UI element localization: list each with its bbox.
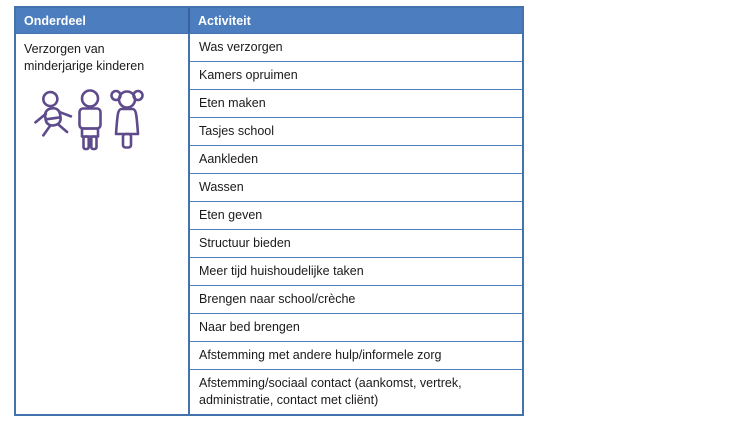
activity-label: Tasjes school <box>199 124 275 138</box>
activity-row <box>190 314 522 342</box>
activity-row <box>190 90 522 118</box>
activity-row <box>190 286 522 314</box>
boy-icon-glyph <box>80 91 101 150</box>
activity-label: Structuur bieden <box>199 236 291 250</box>
activity-label: Kamers opruimen <box>199 68 298 82</box>
activity-label: Eten maken <box>199 96 266 110</box>
table-header-row <box>16 8 522 33</box>
onderdeel-cell <box>16 34 190 414</box>
activity-label: Wassen <box>199 180 244 194</box>
table-body <box>16 33 522 414</box>
column-header-activiteit: Activiteit <box>198 13 251 28</box>
baby-icon-glyph <box>32 90 73 137</box>
girl-icon-glyph <box>112 91 143 148</box>
column-header-onderdeel: Onderdeel <box>16 8 190 33</box>
activity-label: Afstemming/sociaal contact (aankomst, vertrek, administratie, contact met cliënt) <box>199 376 462 407</box>
activities-list <box>190 34 522 414</box>
activity-row <box>190 342 522 370</box>
activity-label: Meer tijd huishoudelijke taken <box>199 264 364 278</box>
activity-label: Naar bed brengen <box>199 320 300 334</box>
activity-label: Was verzorgen <box>199 40 283 54</box>
activity-row <box>190 174 522 202</box>
activity-row <box>190 118 522 146</box>
activity-label: Aankleden <box>199 152 259 166</box>
activity-row <box>190 62 522 90</box>
activity-row <box>190 202 522 230</box>
activity-label: Brengen naar school/crèche <box>199 292 356 306</box>
activity-row <box>190 230 522 258</box>
activity-label: Eten geven <box>199 208 263 222</box>
onderdeel-activiteit-table <box>14 6 524 416</box>
children-icon <box>26 88 148 157</box>
activity-row <box>190 258 522 286</box>
onderdeel-label: Verzorgen van minderjarige kinderen <box>24 42 145 73</box>
activity-row <box>190 370 522 414</box>
activity-row <box>190 146 522 174</box>
activity-row <box>190 34 522 62</box>
activity-label: Afstemming met andere hulp/informele zorg <box>199 348 442 362</box>
